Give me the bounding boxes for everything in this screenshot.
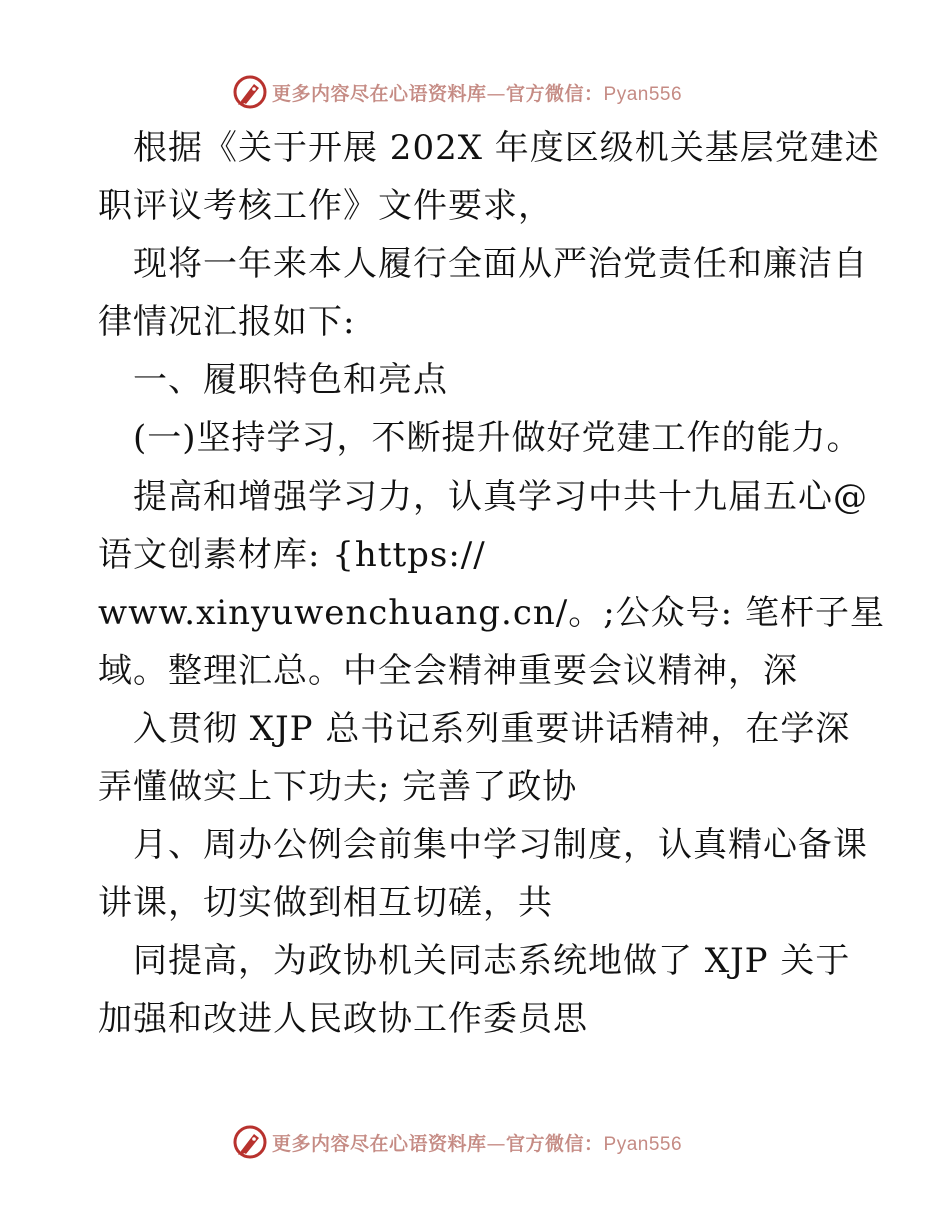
body-line-16: 加强和改进人民政协工作委员思 — [98, 999, 588, 1039]
section-heading: 一、履职特色和亮点 — [133, 360, 448, 400]
body-line-4: 律情况汇报如下: — [98, 302, 356, 342]
watermark-wechat-label: 官方微信： — [506, 82, 604, 105]
subsection-heading: (一)坚持学习，不断提升做好党建工作的能力。 — [133, 418, 862, 458]
body-line-8: 语文创素材库: {https:// — [98, 535, 486, 575]
body-line-12: 弄懂做实上下功夫; 完善了政协 — [98, 767, 578, 807]
body-line-3: 现将一年来本人履行全面从严治党责任和廉洁自 — [133, 244, 868, 284]
body-line-9: www.xinyuwenchuang.cn/。;公众号: 笔杆子星 — [98, 593, 885, 633]
footer-watermark-text — [272, 1129, 682, 1156]
watermark-text — [272, 79, 682, 106]
footer-site-text: 更多内容尽在心语资料库 — [272, 1132, 487, 1155]
body-line-2: 职评议考核工作》文件要求， — [98, 186, 553, 226]
watermark-wechat-id: Pyan556 — [603, 83, 683, 105]
pen-nib-logo-icon — [232, 1124, 268, 1160]
body-line-14: 讲课，切实做到相互切磋，共 — [98, 883, 553, 923]
pen-nib-logo-icon — [232, 74, 268, 110]
body-line-13: 月、周办公例会前集中学习制度，认真精心备课 — [133, 825, 868, 865]
watermark-site-text: 更多内容尽在心语资料库 — [272, 82, 487, 105]
watermark-separator: — — [486, 82, 507, 105]
body-line-1: 根据《关于开展 202X 年度区级机关基层党建述 — [133, 128, 880, 168]
body-line-10: 域。整理汇总。中全会精神重要会议精神，深 — [98, 651, 798, 691]
footer-separator: — — [486, 1132, 507, 1155]
footer-watermark — [0, 1122, 950, 1162]
header-watermark — [0, 72, 950, 112]
body-line-7: 提高和增强学习力，认真学习中共十九届五心@ — [133, 477, 868, 517]
body-line-11: 入贯彻 XJP 总书记系列重要讲话精神，在学深 — [133, 709, 851, 749]
footer-wechat-label: 官方微信： — [506, 1132, 604, 1155]
body-line-15: 同提高，为政协机关同志系统地做了 XJP 关于 — [133, 941, 851, 981]
footer-wechat-id: Pyan556 — [603, 1133, 683, 1155]
